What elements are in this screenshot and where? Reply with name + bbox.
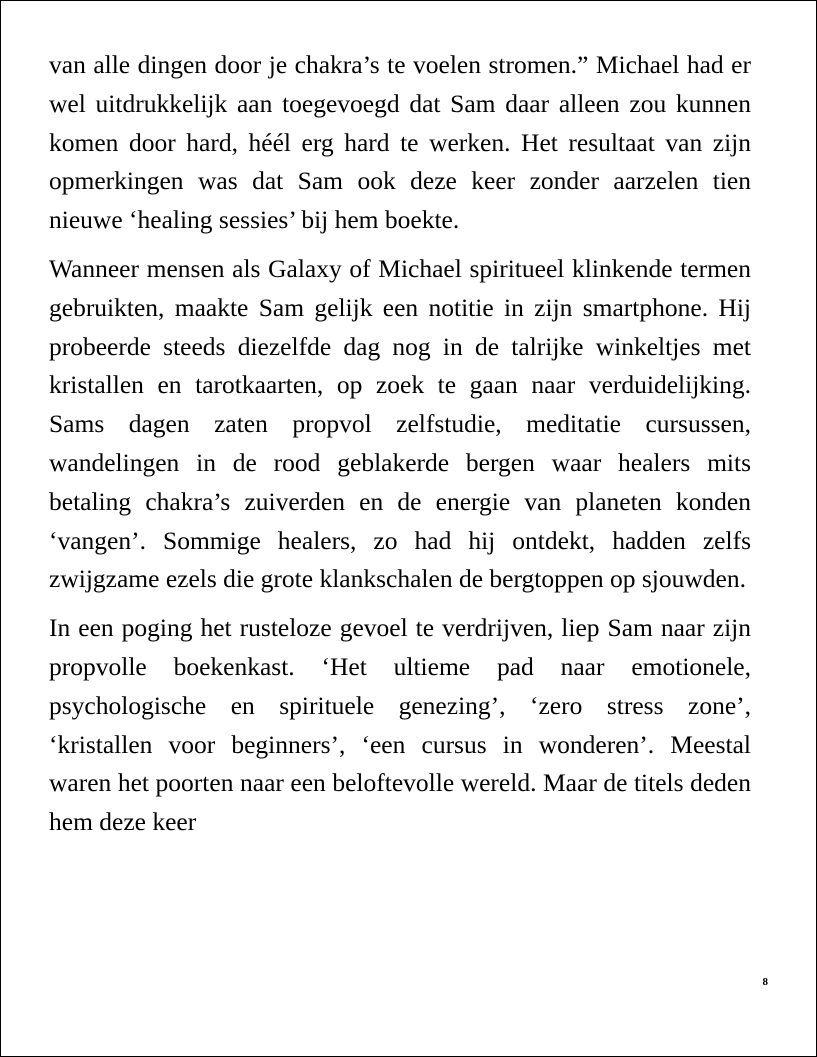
paragraph-3: In een poging het rusteloze gevoel te verdrijven, liep Sam naar zijn propvolle boekenkast. ‘Het ultieme pad naar emotionele, psychologische en spirituele genezing’, ‘zero stress zone’, ‘kristallen voor beginners’, ‘een cursus in wonderen’. Meestal waren het poorten naar een beloftevolle wereld. Maar de titels deden hem deze keer [49, 613, 751, 837]
paragraph-1: van alle dingen door je chakra’s te voelen stromen.” Michael had er wel uitdrukkelijk aan toegevoegd dat Sam daar alleen zou kunnen komen door hard, héél erg hard te werken. Het resultaat van zijn opmerkingen was dat Sam ook deze keer zonder aarzelen tien nieuwe ‘healing sessies’ bij hem boekte. [49, 50, 751, 235]
body-text [49, 46, 751, 842]
paragraph-2: Wanneer mensen als Galaxy of Michael spiritueel klinkende termen gebruikten, maakte Sam gelijk een notitie in zijn smartphone. Hij probeerde steeds diezelfde dag nog in de talrijke winkeltjes met kristallen en tarotkaarten, op zoek te gaan naar verduidelijking. Sams dagen zaten propvol zelfstudie, meditatie cursussen, wandelingen in de rood geblakerde bergen waar healers mits betaling chakra’s zuiverden en de energie van planeten konden ‘vangen’. Sommige healers, zo had hij ontdekt, hadden zelfs zwijgzame ezels die grote klankschalen de bergtoppen op sjouwden. [49, 253, 751, 594]
page-number: 8 [762, 976, 768, 988]
